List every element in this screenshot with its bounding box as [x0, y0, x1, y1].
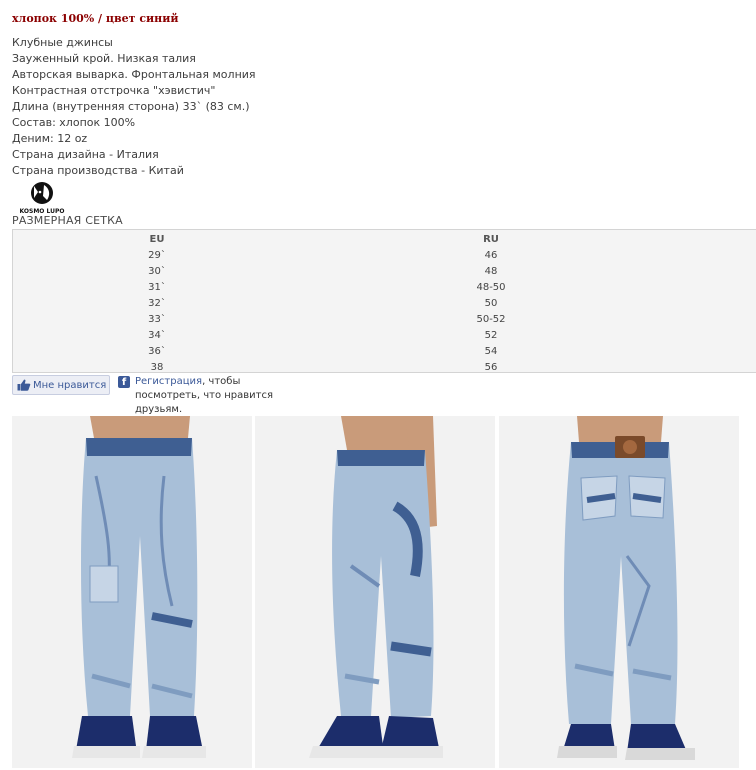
jeans-front-photo-icon — [12, 416, 252, 768]
description-line: Страна производства - Китай — [12, 164, 184, 177]
table-cell: 56 — [484, 362, 498, 373]
size-chart-title: РАЗМЕРНАЯ СЕТКА — [12, 214, 123, 227]
register-link[interactable]: Регистрация — [135, 376, 203, 387]
description-line: Состав: хлопок 100% — [12, 116, 136, 129]
description-line: Авторская выварка. Фронтальная молния — [12, 68, 256, 81]
size-column-eu — [133, 232, 181, 376]
jeans-side-photo-icon — [255, 416, 495, 768]
table-cell: 50-52 — [476, 314, 506, 325]
description-line: Длина (внутренняя сторона) 33` (83 см.) — [12, 100, 250, 113]
size-column-ru — [467, 232, 515, 376]
facebook-icon: f — [118, 376, 130, 388]
table-cell: 32` — [148, 298, 166, 309]
product-photo-back[interactable] — [499, 416, 739, 768]
table-cell: 38 — [150, 362, 164, 373]
product-description — [12, 35, 256, 179]
table-cell: 36` — [148, 346, 166, 357]
product-photo-side[interactable] — [255, 416, 495, 768]
table-cell: 30` — [148, 266, 166, 277]
like-button[interactable] — [12, 375, 110, 395]
table-cell: 34` — [148, 330, 166, 341]
thumbs-up-icon — [17, 379, 31, 391]
table-cell: 29` — [148, 250, 166, 261]
table-cell: 50 — [484, 298, 498, 309]
size-chart-table — [12, 229, 756, 373]
table-cell: 48-50 — [476, 282, 506, 293]
column-header-ru: RU — [483, 234, 499, 245]
table-cell: 48 — [484, 266, 498, 277]
description-line: Контрастная отстрочка "хэвистич" — [12, 84, 216, 97]
table-cell: 31` — [148, 282, 166, 293]
description-line: Деним: 12 oz — [12, 132, 88, 145]
table-cell: 54 — [484, 346, 498, 357]
column-header-eu: EU — [149, 234, 165, 245]
product-headline: хлопок 100% / цвет синий — [12, 12, 179, 25]
wolf-logo-icon — [14, 180, 70, 216]
register-text: , чтобы посмотреть, что нравится друзьям. — [135, 376, 273, 415]
description-line: Зауженный крой. Низкая талия — [12, 52, 196, 65]
description-line: Клубные джинсы — [12, 36, 113, 49]
description-line: Страна дизайна - Италия — [12, 148, 159, 161]
brand-logo — [14, 180, 70, 216]
product-photo-front[interactable] — [12, 416, 252, 768]
table-cell: 52 — [484, 330, 498, 341]
jeans-back-photo-icon — [499, 416, 739, 768]
like-button-label: Мне нравится — [33, 379, 107, 391]
table-cell: 46 — [484, 250, 498, 261]
brand-logo-text: KOSMO LUPO — [19, 208, 65, 215]
table-cell: 33` — [148, 314, 166, 325]
